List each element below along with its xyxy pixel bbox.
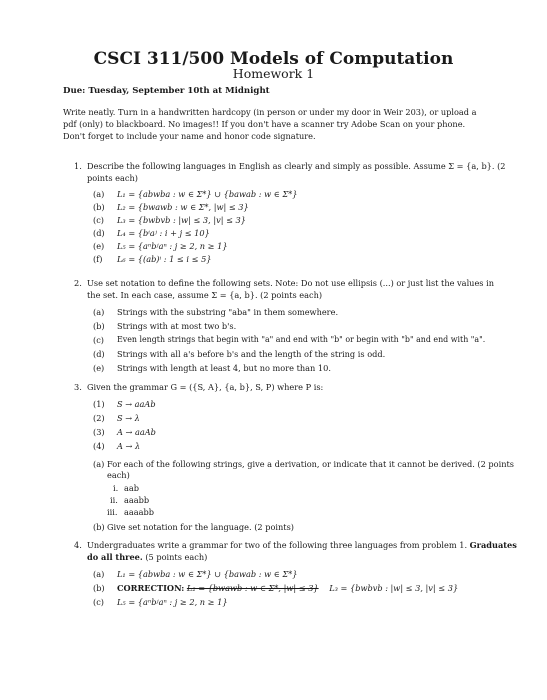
subitem-label: ii. — [110, 495, 118, 505]
document-title: CSCI 311/500 Models of Computation — [93, 49, 454, 69]
derivation-string: aab — [124, 483, 140, 493]
correction-label: CORRECTION: — [117, 583, 185, 593]
graduates-emphasis: do all three. — [87, 552, 143, 562]
item-label: (e) — [93, 363, 105, 373]
language-definition: L₅ = {aⁿbʲaⁿ : j ≥ 2, n ≥ 1} — [117, 597, 228, 607]
language-definition: L₁ = {abwba : w ∈ Σ*} ∪ {bawab : w ∈ Σ*} — [117, 569, 298, 579]
production-rule: S → aaAb — [117, 399, 156, 409]
language-definition: L₃ = {bwbvb : |w| ≤ 3, |v| ≤ 3} — [117, 215, 246, 225]
language-definition: L₄ = {bⁱaʲ : i + j ≤ 10} — [117, 228, 210, 238]
item-label: (c) — [93, 215, 104, 225]
graduates-emphasis: Graduates — [469, 540, 517, 550]
item-label: (d) — [93, 228, 105, 238]
corrected-language: L₃ = {bwbvb : |w| ≤ 3, |v| ≤ 3} — [329, 583, 459, 593]
derivation-string: aaaabb — [124, 507, 155, 517]
item-label: (e) — [93, 241, 105, 251]
item-label: (a) — [93, 569, 105, 579]
set-description: Even length strings that begin with "a" and end with "b" or begin with "b" and end with "a". — [117, 335, 486, 344]
question-text: Describe the following languages in English as clearly and simply as possible. Assume Σ = {a, b}. (2 — [87, 161, 506, 171]
item-label: (b) — [93, 321, 105, 331]
correction-line — [117, 582, 458, 594]
item-label: (f) — [93, 254, 103, 264]
production-rule: A → λ — [117, 441, 141, 451]
set-description: Strings with at most two b's. — [117, 321, 237, 331]
item-label: (d) — [93, 349, 105, 359]
production-rule: S → λ — [117, 413, 140, 423]
question-text-line — [87, 551, 207, 563]
item-label: (b) — [93, 583, 105, 593]
language-definition: L₆ = {(ab)ⁱ : 1 ≤ i ≤ 5} — [117, 254, 212, 264]
language-definition: L₅ = {aⁿbʲaⁿ : j ≥ 2, n ≥ 1} — [117, 241, 228, 251]
part-text: For each of the following strings, give a derivation, or indicate that it cannot be derived. (2 points — [107, 459, 514, 469]
rule-label: (4) — [93, 441, 105, 451]
struck-language: L₂ = {bwawb : w ∈ Σ*, |w| ≤ 3} — [186, 583, 319, 593]
question-text: Undergraduates write a grammar for two of the following three languages from problem 1. — [87, 540, 468, 550]
question-number: 4. — [74, 540, 82, 550]
item-label: (a) — [93, 307, 105, 317]
subitem-label: iii. — [107, 507, 118, 517]
set-description: Strings with all a's before b's and the length of the string is odd. — [117, 349, 386, 359]
subitem-label: i. — [113, 483, 119, 493]
language-definition: L₂ = {bwawb : w ∈ Σ*, |w| ≤ 3} — [117, 202, 249, 212]
question-text: points each) — [87, 173, 138, 183]
question-text-line — [87, 539, 517, 551]
question-text: Use set notation to define the following sets. Note: Do not use ellipsis (...) or just list the values in — [87, 278, 494, 288]
question-number: 2. — [74, 278, 82, 288]
rule-label: (1) — [93, 399, 105, 409]
rule-label: (2) — [93, 413, 105, 423]
item-label: (b) — [93, 202, 105, 212]
question-text: (5 points each) — [145, 552, 208, 562]
item-label: (c) — [93, 335, 104, 345]
document-subtitle: Homework 1 — [232, 66, 315, 81]
intro-paragraph: Write neatly. Turn in a handwritten hardcopy (in person or under my door in Weir 203), or upload a pdf (only) to blackboard. No images!! If you don't have a scanner try Adobe Scan on your phone. Don't forget to include your name and honor code signature. — [63, 107, 477, 141]
item-label: (c) — [93, 597, 104, 607]
question-number: 3. — [74, 382, 82, 392]
part-text: Give set notation for the language. (2 points) — [107, 522, 294, 532]
part-text: each) — [107, 470, 130, 480]
question-text: the set. In each case, assume Σ = {a, b}. (2 points each) — [87, 290, 323, 300]
item-label: (b) — [93, 522, 105, 532]
set-description: Strings with length at least 4, but no more than 10. — [117, 363, 331, 373]
item-label: (a) — [93, 459, 105, 469]
item-label: (a) — [93, 189, 105, 199]
due-date: Due: Tuesday, September 10th at Midnight — [63, 86, 270, 96]
set-description: Strings with the substring "aba" in them somewhere. — [117, 307, 339, 317]
language-definition: L₁ = {abwba : w ∈ Σ*} ∪ {bawab : w ∈ Σ*} — [117, 189, 298, 199]
production-rule: A → aaAb — [117, 427, 156, 437]
derivation-string: aaabb — [124, 495, 150, 505]
question-text: Given the grammar G = ({S, A}, {a, b}, S, P) where P is: — [87, 382, 324, 392]
rule-label: (3) — [93, 427, 105, 437]
question-number: 1. — [74, 161, 82, 171]
